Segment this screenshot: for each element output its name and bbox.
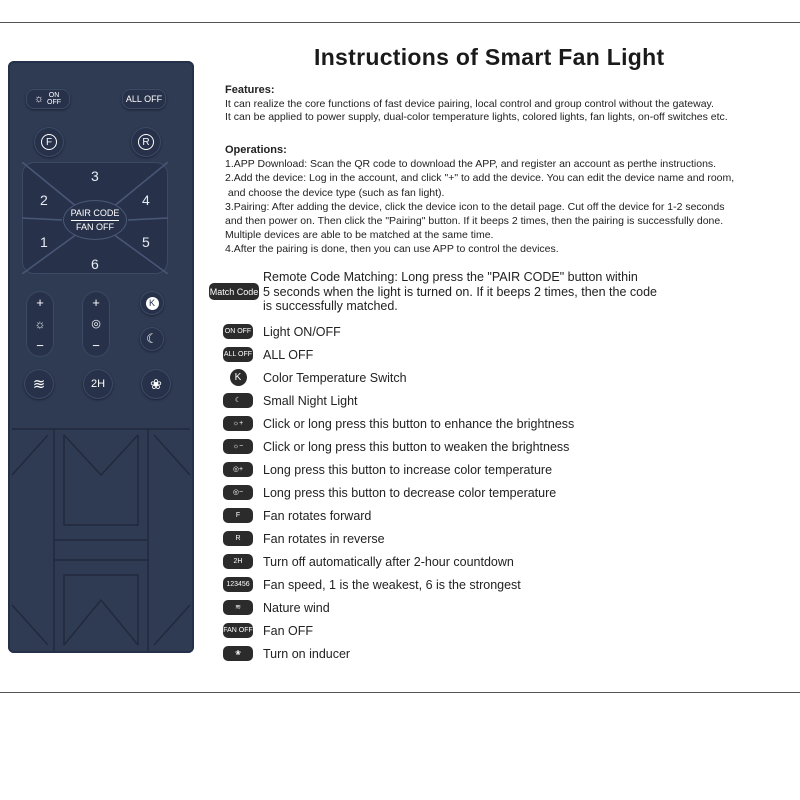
light-on-off-icon: ON OFF [223, 324, 253, 339]
legend-row [222, 550, 574, 573]
legend-row [222, 343, 574, 366]
timer-label: 2H [90, 378, 106, 390]
speed-4-label: 4 [142, 192, 150, 208]
legend-icon-slot [222, 508, 254, 524]
legend-icon-slot [222, 623, 254, 639]
legend-text: Small Night Light [263, 393, 358, 408]
fan-off-icon: FAN OFF [223, 623, 253, 638]
legend-row [222, 481, 574, 504]
speed-1-label: 1 [40, 234, 48, 250]
legend-row [222, 619, 574, 642]
remote-nature-wind-button [24, 369, 54, 399]
match-code-description [263, 270, 657, 314]
legend-text: Fan speed, 1 is the weakest, 6 is the strongest [263, 577, 521, 592]
legend-row [222, 504, 574, 527]
nature-wind-icon: ≋ [32, 376, 46, 393]
remote-all-off-button [122, 89, 166, 109]
remote-k-button [140, 291, 164, 315]
legend-row [222, 458, 574, 481]
legend-row [222, 320, 574, 343]
features-heading: Features: [225, 84, 275, 96]
legend-text: Light ON/OFF [263, 324, 341, 339]
legend-text: Fan OFF [263, 623, 314, 638]
legend-text: Click or long press this button to weaken the brightness [263, 439, 570, 454]
features-line: It can realize the core functions of fast device pairing, local control and group control without the gateway. [225, 97, 714, 110]
color-temp-icon: ◎ [91, 318, 101, 331]
button-legend [222, 320, 574, 665]
brightness-plus: + [36, 294, 44, 310]
operations-line: 2.Add the device: Log in the account, and click "+" to add the device. You can edit the device name and room, [225, 172, 735, 185]
color-temperature-icon: K [230, 369, 247, 386]
legend-row [222, 366, 574, 389]
legend-icon-slot [222, 554, 254, 570]
color-temp-buttons [82, 291, 110, 357]
speed-3-label: 3 [91, 168, 99, 184]
legend-icon-slot [222, 439, 254, 455]
remote-grip-pattern [8, 415, 194, 653]
legend-text: Fan rotates forward [263, 508, 372, 523]
legend-icon-slot [222, 646, 254, 662]
remote-fan-reverse-button [131, 127, 161, 157]
brightness-up-icon: ☼+ [223, 416, 253, 431]
operations-line: 3.Pairing: After adding the device, click the device icon to the detail page. Cut off the device for 1-2 seconds [225, 200, 725, 213]
legend-icon-slot [222, 485, 254, 501]
speed-5-label: 5 [142, 234, 150, 250]
pair-code-button [63, 200, 127, 240]
fan-reverse-icon: R [138, 134, 154, 150]
legend-text: Turn off automatically after 2-hour countdown [263, 554, 514, 569]
legend-row [222, 389, 574, 412]
features-section [225, 84, 800, 125]
operations-line: Multiple devices are able to be matched at the same time. [225, 229, 494, 242]
fan-speed-icon: 123456 [223, 577, 253, 592]
all-off-icon: ALL OFF [223, 347, 253, 362]
pair-code-label: PAIR CODE [71, 207, 120, 221]
timer-2h-icon: 2H [223, 554, 253, 569]
remote-fan-forward-button [34, 127, 64, 157]
legend-row [222, 573, 574, 596]
page-title: Instructions of Smart Fan Light [314, 44, 665, 70]
bottom-border-line [0, 692, 800, 693]
remote-timer-button [83, 369, 113, 399]
k-icon: K [146, 297, 159, 310]
inducer-icon: ❀ [223, 646, 253, 661]
fan-off-label: FAN OFF [76, 222, 114, 232]
legend-text: Click or long press this button to enhance the brightness [263, 416, 575, 431]
moon-icon: ☾ [146, 331, 158, 346]
legend-icon-slot [222, 462, 254, 478]
legend-text: Nature wind [263, 600, 330, 615]
nature-wind-icon: ≋ [223, 600, 253, 615]
fan-forward-icon: F [223, 508, 253, 523]
legend-icon-slot [222, 324, 254, 340]
color-temp-up-icon: ◎+ [223, 462, 253, 477]
legend-row [222, 642, 574, 665]
fan-forward-icon: F [41, 134, 57, 150]
sun-icon: ☼ [33, 93, 45, 105]
match-line: Remote Code Matching: Long press the "PAIR CODE" button within [263, 270, 638, 284]
remote-night-button [140, 327, 164, 351]
legend-icon-slot [222, 531, 254, 547]
legend-icon-slot [222, 600, 254, 616]
color-temp-plus: + [92, 294, 100, 310]
legend-row [222, 527, 574, 550]
legend-row [222, 435, 574, 458]
fan-speed-pad [22, 162, 168, 274]
speed-2-label: 2 [40, 192, 48, 208]
operations-section [225, 143, 800, 257]
top-border-line [0, 22, 800, 23]
night-light-icon: ☾ [223, 393, 253, 408]
operations-heading: Operations: [225, 144, 287, 156]
legend-row [222, 412, 574, 435]
features-line: It can be applied to power supply, dual-color temperature lights, colored lights, fan lights, on-off switches etc. [225, 111, 728, 123]
fan-reverse-icon: R [223, 531, 253, 546]
inducer-icon: ❀ [150, 375, 162, 392]
brightness-minus: − [36, 338, 44, 354]
operations-line: and then power on. Then click the "Pairing" button. If it beeps 2 times, then the pairing is successfully done. [225, 215, 724, 228]
legend-text: Fan rotates in reverse [263, 531, 385, 546]
legend-text: Turn on inducer [263, 646, 351, 661]
operations-line: and choose the device type (such as fan light). [225, 186, 445, 199]
legend-icon-slot [222, 347, 254, 363]
remote-on-off-label: ON OFF [47, 92, 62, 106]
legend-icon-slot [222, 416, 254, 432]
color-temp-minus: − [92, 338, 100, 354]
legend-icon-slot [222, 370, 254, 386]
speed-6-label: 6 [91, 256, 99, 272]
match-line: is successfully matched. [263, 299, 398, 313]
operations-line: 1.APP Download: Scan the QR code to download the APP, and register an account as perthe instructions. [225, 158, 717, 171]
legend-text: Color Temperature Switch [263, 370, 407, 385]
legend-text: Long press this button to increase color temperature [263, 462, 553, 477]
legend-text: Long press this button to decrease color temperature [263, 485, 557, 500]
legend-row [222, 596, 574, 619]
match-code-badge: Match Code [209, 283, 259, 300]
operations-line: 4.After the pairing is done, then you can use APP to control the devices. [225, 243, 559, 256]
color-temp-down-icon: ◎− [223, 485, 253, 500]
sun-icon: ☼ [34, 316, 46, 331]
remote-inducer-button [141, 369, 171, 399]
legend-icon-slot [222, 577, 254, 593]
remote-all-off-label: ALL OFF [125, 94, 163, 104]
brightness-buttons [26, 291, 54, 357]
remote-on-off-button [26, 89, 70, 109]
legend-icon-slot [222, 393, 254, 409]
legend-text: ALL OFF [263, 347, 314, 362]
brightness-down-icon: ☼− [223, 439, 253, 454]
match-line: 5 seconds when the light is turned on. If it beeps 2 times, then the code [263, 284, 657, 299]
